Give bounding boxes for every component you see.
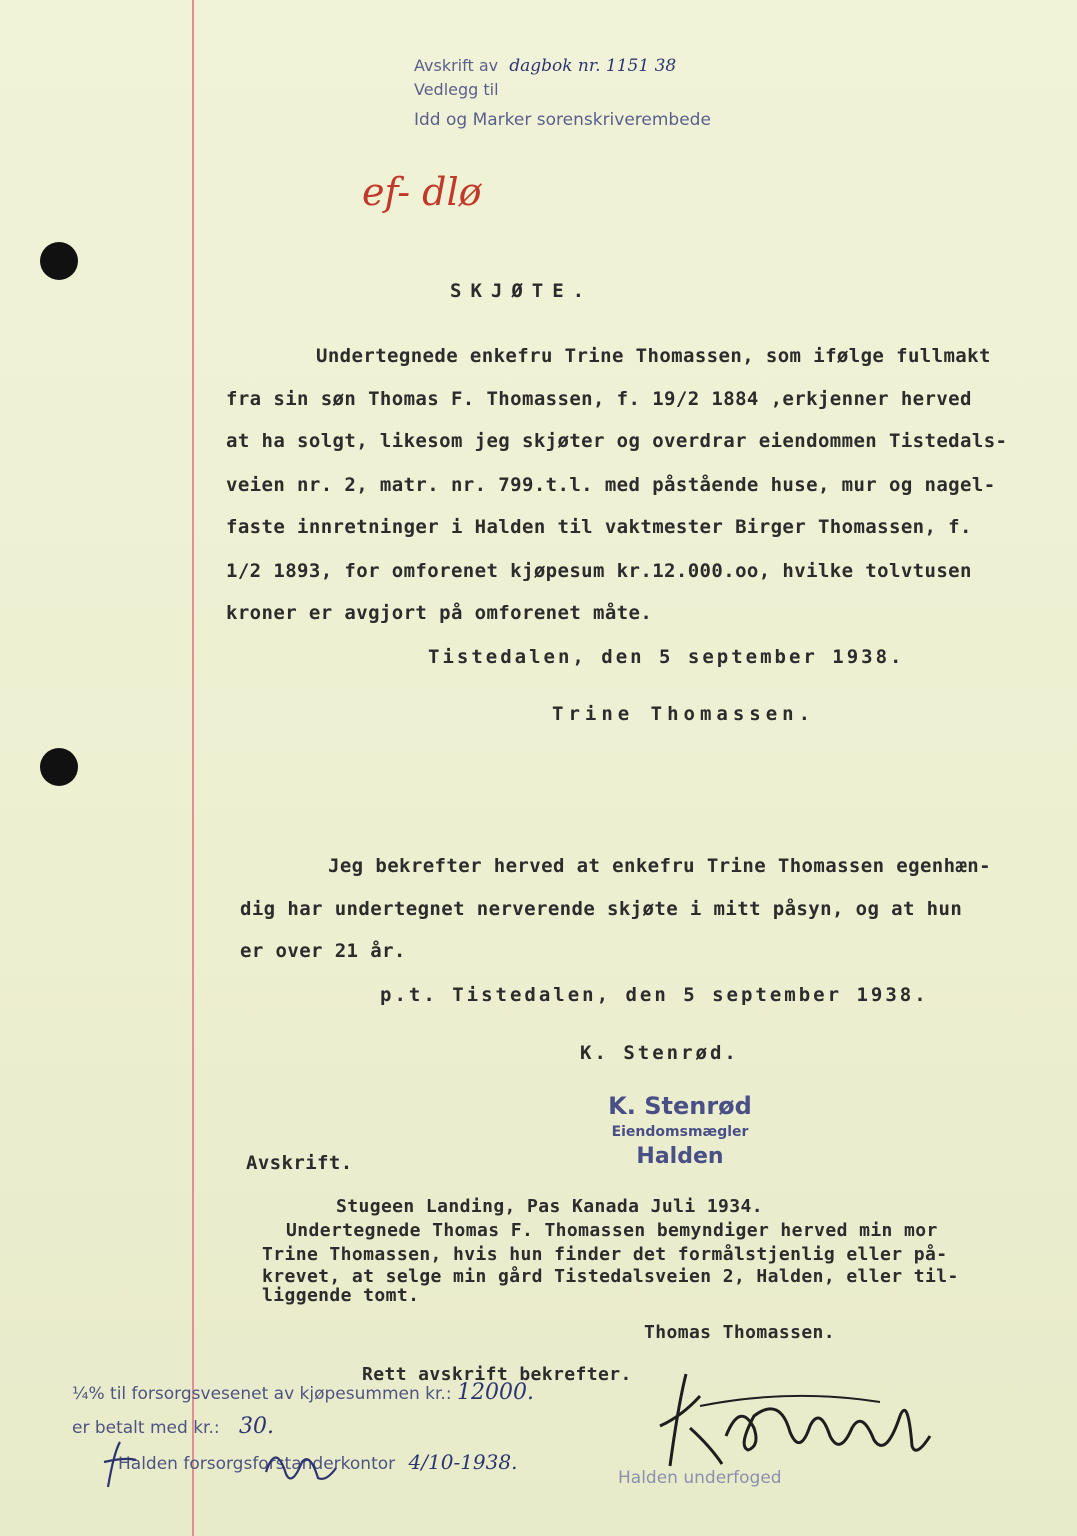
margin-line: [192, 0, 194, 1536]
witness-line: dig har undertegnet nerverende skjøte i mitt påsyn, og at hun: [240, 898, 963, 920]
copy-line: krevet, at selge min gård Tistedalsveien 2, Halden, eller til-: [262, 1266, 959, 1287]
header-stamp-line2: Vedlegg til: [414, 80, 499, 99]
witness-line: er over 21 år.: [240, 940, 406, 962]
stamp-handwritten-number: dagbok nr. 1151 38: [509, 56, 677, 76]
fee-stamp-line1: [72, 1380, 534, 1405]
copy-origin: Stugeen Landing, Pas Kanada Juli 1934.: [336, 1196, 764, 1217]
fee-date-handwritten: 4/10-1938.: [408, 1450, 518, 1474]
place-date: Tistedalen, den 5 september 1938.: [428, 646, 905, 668]
witness-line: Jeg bekrefter herved at enkefru Trine Thomassen egenhæn-: [328, 855, 991, 877]
body-line: fra sin søn Thomas F. Thomassen, f. 19/2 1884 ,erkjenner herved: [226, 388, 972, 410]
fee-stamp-signature: [96, 1432, 396, 1502]
copy-signature: Thomas Thomassen.: [644, 1322, 836, 1343]
body-line: at ha solgt, likesom jeg skjøter og overdrar eiendommen Tistedals-: [226, 430, 1008, 452]
witness-signature-typed: K. Stenrød.: [580, 1042, 739, 1064]
body-line: veien nr. 2, matr. nr. 799.t.l. med påstående huse, mur og nagel-: [226, 474, 996, 496]
body-line: 1/2 1893, for omforenet kjøpesum kr.12.000.oo, hvilke tolvtusen: [226, 560, 972, 582]
handwritten-note: ef- dlø: [362, 170, 482, 214]
fee-stamp-office: Halden forsorgsforstanderkontor: [118, 1454, 396, 1474]
stamp-printed-text: Avskrift av: [414, 56, 499, 75]
punch-hole: [40, 242, 78, 280]
fee-stamp-label: er betalt med kr.:: [72, 1418, 220, 1438]
fee-stamp-label: ¼% til forsorgsvesenet av kjøpesummen kr.:: [72, 1384, 452, 1404]
firm-stamp-title: Eiendomsmægler: [611, 1124, 749, 1140]
fee-amount-handwritten: 12000.: [456, 1380, 534, 1405]
body-line: faste innretninger i Halden til vaktmester Birger Thomassen, f.: [226, 516, 972, 538]
firm-stamp-name: K. Stenrød: [608, 1092, 752, 1120]
witness-place-date: p.t. Tistedalen, den 5 september 1938.: [380, 984, 929, 1006]
copy-line: liggende tomt.: [262, 1285, 420, 1306]
signature-typed: Trine Thomassen.: [552, 703, 816, 725]
punch-hole: [40, 748, 78, 786]
copy-heading: Avskrift.: [246, 1152, 353, 1174]
firm-stamp-city: Halden: [636, 1144, 724, 1169]
handwritten-signature: [630, 1366, 950, 1476]
fee-paid-handwritten: 30.: [239, 1414, 275, 1439]
body-line: Undertegnede enkefru Trine Thomassen, som ifølge fullmakt: [316, 345, 991, 367]
underfoged-stamp: Halden underfoged: [618, 1468, 782, 1488]
header-stamp-line3: Idd og Marker sorenskriverembede: [414, 110, 711, 130]
header-stamp-line1: [414, 56, 676, 76]
document-title: SKJØTE.: [450, 280, 594, 302]
copy-line: Undertegnede Thomas F. Thomassen bemyndiger herved min mor: [286, 1220, 938, 1241]
body-line: kroner er avgjort på omforenet måte.: [226, 602, 653, 624]
copy-line: Trine Thomassen, hvis hun finder det formålstjenlig eller på-: [262, 1244, 948, 1265]
copy-certification: Rett avskrift bekrefter.: [362, 1364, 632, 1385]
